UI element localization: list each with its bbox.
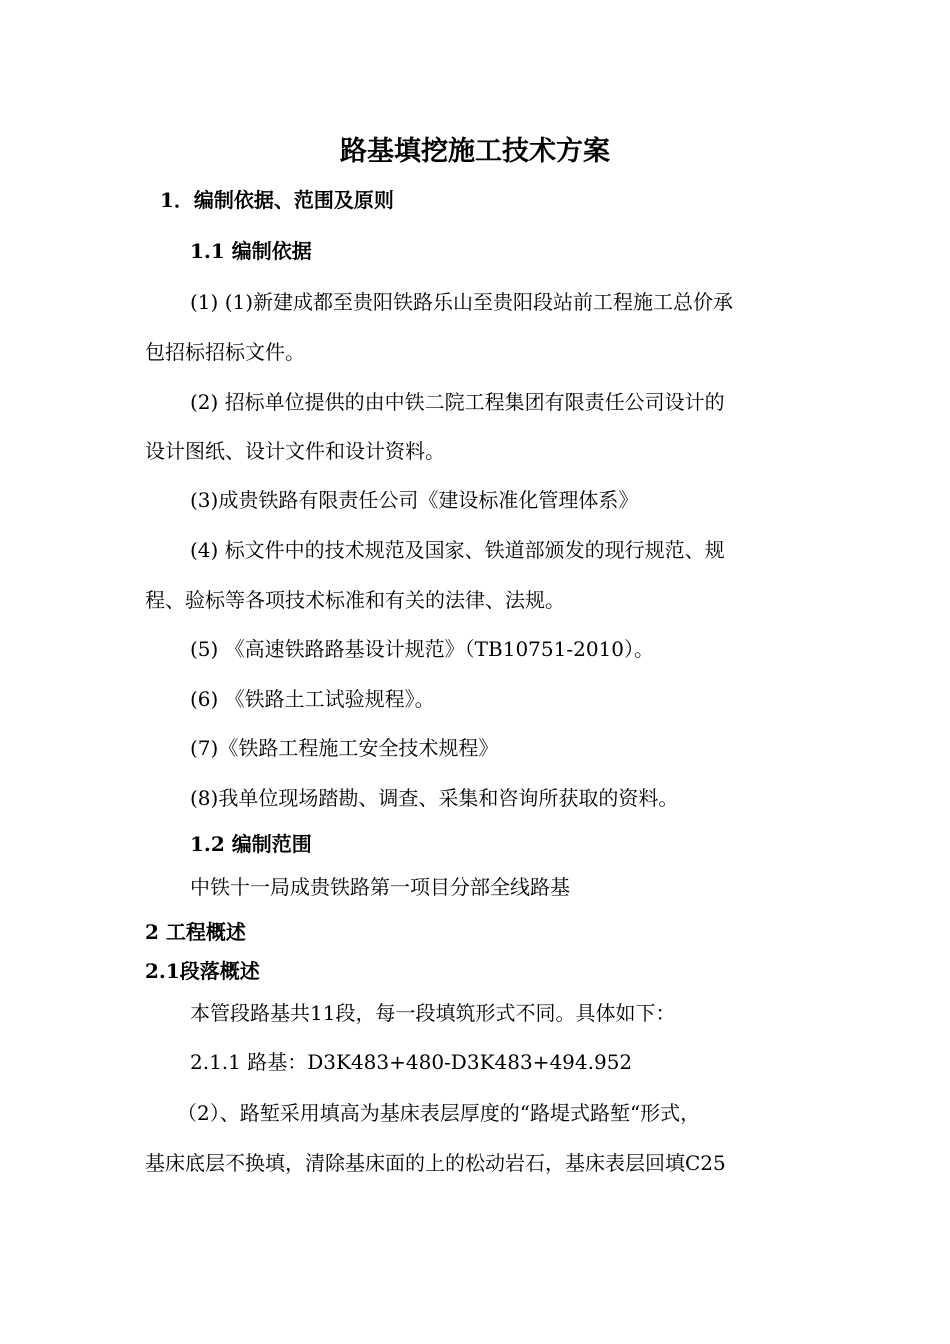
segment-intro: 本管段路基共11段，每一段填筑形式不同。具体如下： — [190, 1001, 676, 1025]
segment-item-heading: 2.1.1 路基：D3K483+480-D3K483+494.952 — [190, 1050, 633, 1074]
basis-item-4-line2: 程、验标等各项技术标准和有关的法律、法规。 — [145, 588, 565, 612]
scope-text: 中铁十一局成贵铁路第一项目分部全线路基 — [190, 875, 570, 899]
subsection-heading-2-1: 2.1段落概述 — [145, 959, 260, 983]
document-title: 路基填挖施工技术方案 — [340, 136, 610, 167]
basis-item-2-line1: (2) 招标单位提供的由中铁二院工程集团有限责任公司设计的 — [190, 390, 725, 414]
basis-item-1-line2: 包招标招标文件。 — [145, 340, 305, 364]
basis-item-1-line1: (1) (1)新建成都至贵阳铁路乐山至贵阳段站前工程施工总价承 — [190, 290, 734, 314]
section-heading-1: 1．编制依据、范围及原则 — [160, 188, 394, 212]
segment-paragraph-line2: 基床底层不换填，清除基床面的上的松动岩石，基床表层回填C25 — [145, 1151, 726, 1175]
basis-item-6: (6) 《铁路土工试验规程》。 — [190, 687, 435, 711]
subsection-heading-1-1: 1.1 编制依据 — [190, 239, 312, 263]
basis-item-8: (8)我单位现场踏勘、调查、采集和咨询所获取的资料。 — [190, 786, 679, 810]
basis-item-5: (5) 《高速铁路路基设计规范》（TB10751-2010）。 — [190, 637, 655, 661]
section-heading-2: 2 工程概述 — [145, 920, 246, 944]
basis-item-4-line1: (4) 标文件中的技术规范及国家、铁道部颁发的现行规范、规 — [190, 538, 725, 562]
basis-item-2-line2: 设计图纸、设计文件和设计资料。 — [145, 439, 445, 463]
segment-paragraph-line1: （2）、路堑采用填高为基床表层厚度的“路堤式路堑“形式， — [177, 1101, 701, 1125]
subsection-heading-1-2: 1.2 编制范围 — [190, 832, 312, 856]
basis-item-3: (3)成贵铁路有限责任公司《建设标准化管理体系》 — [190, 488, 639, 512]
basis-item-7: (7)《铁路工程施工安全技术规程》 — [190, 736, 499, 760]
